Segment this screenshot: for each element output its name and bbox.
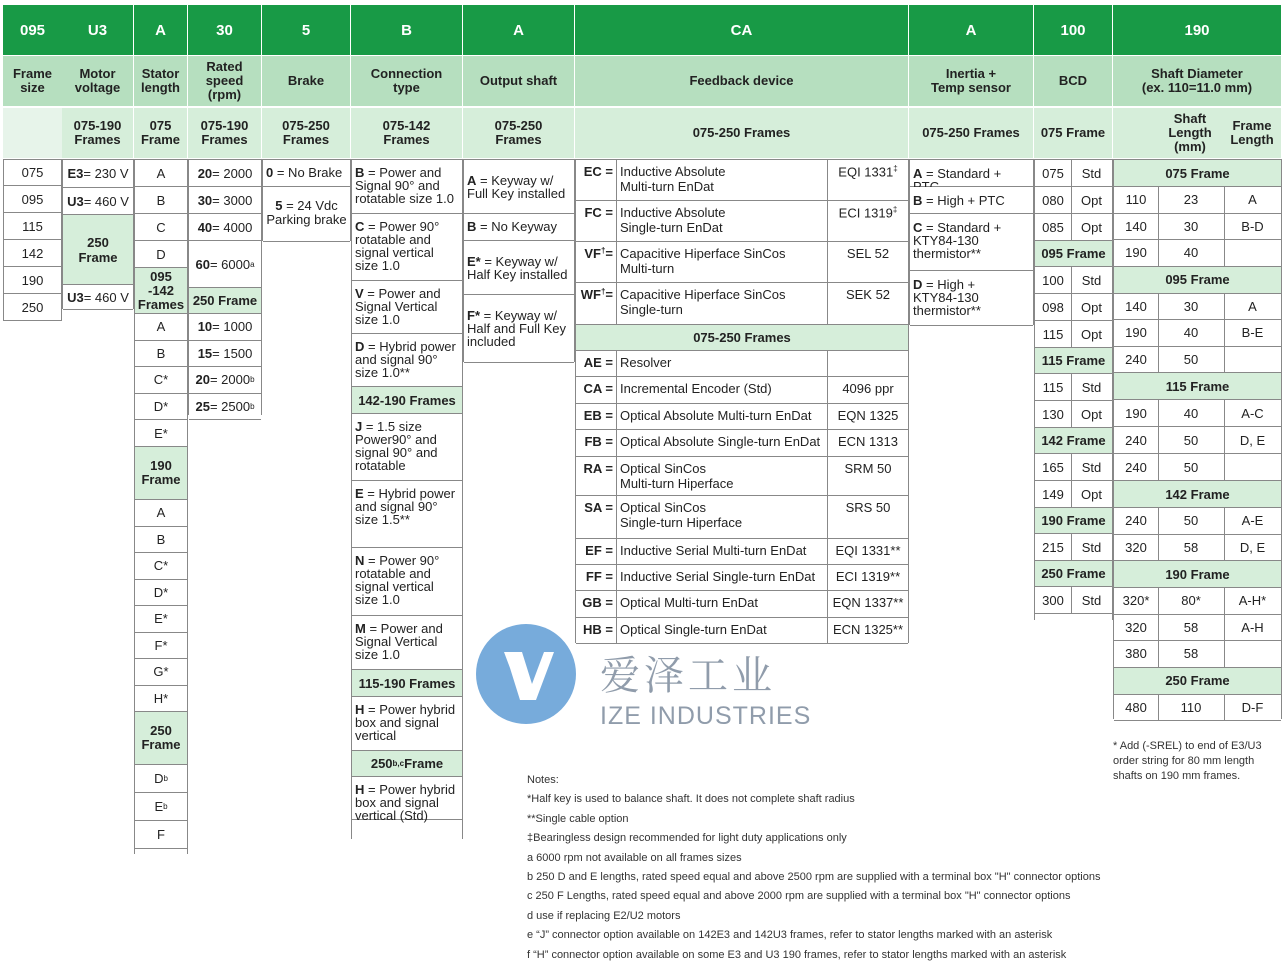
inertia-option: B = High + PTC bbox=[910, 187, 1033, 214]
frame-length-value: D, E bbox=[1239, 432, 1266, 448]
stator-length-cell: E* bbox=[135, 420, 187, 447]
shaft-diameter-value: 320 bbox=[1114, 535, 1159, 561]
speed-cell: 15 = 1500 bbox=[189, 341, 261, 368]
stator-length-cell: E b bbox=[135, 793, 187, 821]
frame-size-cell: 095 bbox=[4, 186, 61, 213]
shaft-length-value: 50 bbox=[1158, 454, 1225, 480]
stator-length-cell: C* bbox=[135, 553, 187, 580]
feedback-description: Optical SinCos Single-turn Hiperface bbox=[617, 496, 828, 538]
shaft-F: F* = Keyway w/ Half and Full Key included bbox=[464, 295, 574, 363]
side-note: * Add (-SREL) to end of E3/U3 order string for 80 mm length shafts on 190 mm frames. bbox=[1113, 740, 1262, 782]
shaft-diameter-value: 480 bbox=[1114, 695, 1159, 721]
bcd-value: 215 bbox=[1035, 534, 1072, 560]
shaft-length-value: 50 bbox=[1158, 508, 1225, 534]
inertia-option: D = High + KTY84-130 thermistor** bbox=[910, 271, 1033, 326]
feedback-model: EQN 1337** bbox=[832, 595, 904, 610]
bcd-frame-142: 142 Frame bbox=[1035, 428, 1112, 454]
header-code-1: U3 bbox=[62, 5, 133, 55]
shaft-frames-label: 075-250 Frames bbox=[463, 108, 574, 158]
shaft-diameter-value: 320* bbox=[1114, 588, 1159, 614]
voltage-frames-label: 075-190 Frames bbox=[62, 108, 133, 158]
bcd-value: 165 bbox=[1035, 454, 1072, 480]
feedback-row bbox=[576, 565, 908, 591]
bcd-row bbox=[1035, 374, 1112, 401]
note-line: c 250 F Lengths, rated speed equal and above 2000 rpm are supplied with a terminal box "H" connector options bbox=[527, 890, 1071, 903]
feedback-code: FC = bbox=[576, 201, 617, 241]
header-title-8: Inertia + Temp sensor bbox=[909, 56, 1033, 106]
feedback-description: Inductive Absolute Multi-turn EnDat bbox=[617, 160, 828, 200]
shaft-row bbox=[1114, 187, 1281, 214]
feedback-description: Incremental Encoder (Std) bbox=[617, 377, 828, 403]
shaft-frame-115: 115 Frame bbox=[1114, 373, 1281, 400]
shaft-A: A = Keyway w/ Full Key installed bbox=[464, 160, 574, 214]
inertia-option: C = Standard + KTY84-130 thermistor** bbox=[910, 214, 1033, 271]
frame-length-value: A-H* bbox=[1238, 593, 1267, 609]
shaft-frame-250: 250 Frame bbox=[1114, 668, 1281, 695]
feedback-code: AE = bbox=[576, 351, 617, 376]
speed-cell: 20 = 2000 b bbox=[189, 367, 261, 394]
bcd-row bbox=[1035, 214, 1112, 241]
connection-column bbox=[351, 159, 463, 839]
bcd-value: 115 bbox=[1035, 321, 1072, 347]
bcd-row bbox=[1035, 534, 1112, 561]
shaft-diameter-column bbox=[1113, 159, 1282, 719]
header-code-8: A bbox=[909, 5, 1033, 55]
stator-length-cell: D* bbox=[135, 580, 187, 607]
feedback-code: HB = bbox=[576, 618, 617, 643]
bcd-value: 149 bbox=[1035, 481, 1072, 507]
shaft-length-value: 30 bbox=[1158, 294, 1225, 320]
feedback-description: Optical Multi-turn EnDat bbox=[617, 591, 828, 617]
bcd-row bbox=[1035, 454, 1112, 481]
feedback-model: SEL 52 bbox=[846, 246, 890, 261]
stator-column bbox=[134, 159, 188, 854]
shaft-row bbox=[1114, 214, 1281, 241]
shaft-diameter-value: 140 bbox=[1114, 294, 1159, 320]
note-line: **Single cable option bbox=[527, 812, 629, 825]
bcd-type: Std bbox=[1081, 379, 1102, 395]
bcd-type: Std bbox=[1081, 592, 1102, 608]
header-code-4: 5 bbox=[262, 5, 350, 55]
connection-frames-142-190: 142-190 Frames bbox=[352, 387, 462, 414]
connection-M: M = Power and Signal Vertical size 1.0 bbox=[352, 616, 462, 670]
header-title-3: Rated speed (rpm) bbox=[188, 56, 261, 106]
stator-frame-250: 250 Frame bbox=[135, 712, 187, 765]
output-shaft-column bbox=[463, 159, 575, 362]
bcd-frame-115: 115 Frame bbox=[1035, 348, 1112, 374]
frame-band-empty bbox=[3, 108, 62, 158]
brake-frames-label: 075-250 Frames bbox=[262, 108, 350, 158]
shaft-E: E* = Keyway w/ Half Key installed bbox=[464, 241, 574, 295]
shaft-length-label: Shaft Length (mm) bbox=[1157, 108, 1223, 158]
feedback-description: Inductive Serial Multi-turn EnDat bbox=[617, 539, 828, 564]
stator-length-cell: D b bbox=[135, 765, 187, 793]
shaft-length-value: 40 bbox=[1158, 240, 1225, 266]
frame-length-value: B-D bbox=[1241, 218, 1264, 234]
stator-length-cell: D bbox=[135, 241, 187, 268]
bcd-type: Std bbox=[1081, 459, 1102, 475]
bcd-value: 075 bbox=[1035, 160, 1072, 186]
feedback-code: EF = bbox=[576, 539, 617, 564]
shaft-diameter-value: 190 bbox=[1114, 320, 1159, 346]
connection-frames-label: 075-142 Frames bbox=[351, 108, 462, 158]
frame-size-column bbox=[3, 159, 62, 321]
shaft-length-value: 40 bbox=[1158, 400, 1225, 426]
stator-length-cell: B bbox=[135, 187, 187, 214]
note-line: e “J” connector option available on 142E3 and 142U3 frames, refer to stator lengths marked with an asterisk bbox=[527, 929, 1053, 942]
feedback-description: Resolver bbox=[617, 351, 828, 376]
header-title-2: Stator length bbox=[134, 56, 187, 106]
bcd-row bbox=[1035, 294, 1112, 321]
stator-frame-190: 190 Frame bbox=[135, 447, 187, 500]
feedback-model: ECN 1325** bbox=[832, 622, 904, 637]
shaft-row bbox=[1114, 427, 1281, 454]
brake-column bbox=[262, 159, 351, 241]
shaft-row bbox=[1114, 615, 1281, 642]
feedback-code: GB = bbox=[576, 591, 617, 617]
feedback-code: WF † = bbox=[576, 283, 617, 324]
shaft-length-value: 58 bbox=[1158, 615, 1225, 641]
feedback-code: FB = bbox=[576, 430, 617, 456]
watermark-chinese: 爱泽工业 bbox=[600, 653, 776, 699]
bcd-row bbox=[1035, 267, 1112, 294]
feedback-model: EQI 1331‡ bbox=[838, 164, 898, 180]
bcd-type: Std bbox=[1081, 165, 1102, 181]
feedback-row bbox=[576, 457, 908, 496]
feedback-description: Optical SinCos Multi-turn Hiperface bbox=[617, 457, 828, 495]
frame-length-value: A-H bbox=[1241, 619, 1264, 635]
feedback-code: FF = bbox=[576, 565, 617, 590]
frame-length-value bbox=[1224, 347, 1281, 373]
feedback-description: Capacitive Hiperface SinCos Single-turn bbox=[617, 283, 828, 324]
voltage-u3: U3 = 460 V bbox=[63, 188, 133, 215]
header-code-0: 095 bbox=[3, 5, 62, 55]
inertia-option: A = Standard + bbox=[910, 160, 1033, 187]
shaft-diameter-value: 320 bbox=[1114, 615, 1159, 641]
frame-size-cell: 075 bbox=[4, 160, 61, 186]
shaft-row bbox=[1114, 294, 1281, 321]
shaft-length-value: 30 bbox=[1158, 214, 1225, 240]
feedback-model: EQN 1325 bbox=[837, 408, 899, 423]
bcd-value: 100 bbox=[1035, 267, 1072, 293]
stator-length-cell: C* bbox=[135, 367, 187, 394]
feedback-model: ECI 1319‡ bbox=[838, 205, 898, 221]
header-code-6: A bbox=[463, 5, 574, 55]
shaft-B: B = No Keyway bbox=[464, 214, 574, 241]
stator-length-cell: D* bbox=[135, 394, 187, 421]
frame-size-cell: 190 bbox=[4, 267, 61, 294]
speed-column bbox=[188, 159, 262, 415]
header-code-7: CA bbox=[575, 5, 908, 55]
shaft-diameter-value: 380 bbox=[1114, 641, 1159, 667]
feedback-row bbox=[576, 377, 908, 404]
speed-cell: 25 = 2500 b bbox=[189, 394, 261, 421]
bcd-type: Opt bbox=[1081, 406, 1102, 422]
shaft-frame-095: 095 Frame bbox=[1114, 267, 1281, 294]
shaft-diameter-value: 240 bbox=[1114, 508, 1159, 534]
feedback-row bbox=[576, 430, 908, 457]
note-line: b 250 D and E lengths, rated speed equal and above 2500 rpm are supplied with a terminal box "H" connector options bbox=[527, 870, 1101, 883]
feedback-model: SEK 52 bbox=[845, 287, 891, 302]
frame-length-value: D, E bbox=[1239, 539, 1266, 555]
speed-cell: 30 = 3000 bbox=[189, 187, 261, 214]
feedback-row bbox=[576, 539, 908, 565]
feedback-frames-label: 075-250 Frames bbox=[575, 108, 908, 158]
feedback-code: EB = bbox=[576, 404, 617, 429]
brake-0: 0 = No Brake bbox=[263, 160, 350, 187]
feedback-row bbox=[576, 201, 908, 242]
feedback-row bbox=[576, 496, 908, 539]
frame-length-value: B-E bbox=[1241, 325, 1264, 341]
feedback-description: Capacitive Hiperface SinCos Multi-turn bbox=[617, 242, 828, 282]
header-code-3: 30 bbox=[188, 5, 261, 55]
stator-length-cell: E* bbox=[135, 606, 187, 633]
feedback-row bbox=[576, 242, 908, 283]
stator-length-cell: C bbox=[135, 214, 187, 241]
shaft-row bbox=[1114, 347, 1281, 374]
bcd-value: 085 bbox=[1035, 214, 1072, 240]
voltage-u3-250: U3 = 460 V bbox=[63, 285, 133, 310]
feedback-model: SRM 50 bbox=[844, 461, 892, 476]
stator-length-cell: A bbox=[135, 160, 187, 187]
feedback-code: RA = bbox=[576, 457, 617, 495]
feedback-description: Inductive Absolute Single-turn EnDat bbox=[617, 201, 828, 241]
note-line: ‡Bearingless design recommended for light duty applications only bbox=[527, 832, 847, 845]
shaft-row bbox=[1114, 454, 1281, 481]
speed-frames-label: 075-190 Frames bbox=[188, 108, 261, 158]
header-code-10: 190 bbox=[1113, 5, 1281, 55]
bcd-row bbox=[1035, 187, 1112, 214]
shaft-row bbox=[1114, 240, 1281, 267]
header-title-4: Brake bbox=[262, 56, 350, 106]
note-line: *Half key is used to balance shaft. It does not complete shaft radius bbox=[527, 793, 855, 806]
inertia-column bbox=[909, 159, 1034, 325]
shaft-row bbox=[1114, 535, 1281, 562]
bcd-row bbox=[1035, 587, 1112, 614]
bcd-value: 130 bbox=[1035, 401, 1072, 427]
bcd-column bbox=[1034, 159, 1113, 620]
feedback-column bbox=[575, 159, 909, 643]
feedback-code: SA = bbox=[576, 496, 617, 538]
shaft-frame-075: 075 Frame bbox=[1114, 160, 1281, 187]
bcd-value: 080 bbox=[1035, 187, 1072, 213]
feedback-description: Optical Absolute Multi-turn EnDat bbox=[617, 404, 828, 429]
shaft-frame-190: 190 Frame bbox=[1114, 561, 1281, 588]
shaft-row bbox=[1114, 588, 1281, 615]
feedback-model: EQI 1331** bbox=[835, 543, 901, 558]
stator-length-cell: H* bbox=[135, 686, 187, 713]
frame-length-value: D-F bbox=[1241, 699, 1264, 715]
shaft-length-value: 58 bbox=[1158, 535, 1225, 561]
note-line: f “H” connector option available on some E3 and U3 190 frames, refer to stator lengths marked with an asterisk bbox=[527, 948, 1067, 961]
stator-length-cell: F bbox=[135, 821, 187, 849]
speed-cell: 10 = 1000 bbox=[189, 314, 261, 341]
feedback-code: EC = bbox=[576, 160, 617, 200]
bcd-frame-250: 250 Frame bbox=[1035, 561, 1112, 587]
connection-frames-115-190: 115-190 Frames bbox=[352, 670, 462, 697]
shaft-length-value: 80* bbox=[1158, 588, 1225, 614]
header-title-1: Motor voltage bbox=[62, 56, 133, 106]
bcd-type: Opt bbox=[1081, 299, 1102, 315]
speed-frame-250: 250 Frame bbox=[189, 288, 261, 314]
shaft-row bbox=[1114, 320, 1281, 347]
shaft-diameter-value: 110 bbox=[1114, 187, 1159, 213]
connection-frame-250: 250 b,c Frame bbox=[352, 751, 462, 777]
frame-size-cell: 250 bbox=[4, 294, 61, 321]
speed-cell: 40 = 4000 bbox=[189, 214, 261, 241]
shaft-diameter-value: 190 bbox=[1114, 240, 1159, 266]
brake-5: 5 = 24 Vdc Parking brake bbox=[263, 187, 350, 242]
bcd-type: Opt bbox=[1081, 192, 1102, 208]
shaft-row bbox=[1114, 641, 1281, 668]
ize-logo-icon bbox=[474, 622, 578, 726]
stator-length-cell: A bbox=[135, 314, 187, 341]
header-title-7: Feedback device bbox=[575, 56, 908, 106]
frame-size-cell: 115 bbox=[4, 213, 61, 240]
feedback-row bbox=[576, 283, 908, 325]
frame-length-label: Frame Length bbox=[1223, 108, 1281, 158]
connection-C: C = Power 90° rotatable and signal vertical size 1.0 bbox=[352, 214, 462, 281]
bcd-value: 098 bbox=[1035, 294, 1072, 320]
bcd-type: Opt bbox=[1081, 486, 1102, 502]
connection-N: N = Power 90° rotatable and signal vertical size 1.0 bbox=[352, 548, 462, 616]
header-title-9: BCD bbox=[1034, 56, 1112, 106]
header-code-2: A bbox=[134, 5, 187, 55]
speed-cell: 60 = 6000 a bbox=[189, 241, 261, 288]
frame-size-cell: 142 bbox=[4, 240, 61, 267]
feedback-model: ECI 1319** bbox=[835, 569, 901, 584]
shaft-frame-142: 142 Frame bbox=[1114, 481, 1281, 508]
bcd-type: Opt bbox=[1081, 219, 1102, 235]
feedback-model: 4096 ppr bbox=[842, 381, 894, 396]
shaft-length-value: 23 bbox=[1158, 187, 1225, 213]
stator-length-cell: F* bbox=[135, 633, 187, 660]
frame-length-value bbox=[1224, 240, 1281, 266]
shaft-length-value: 40 bbox=[1158, 320, 1225, 346]
frame-length-value: A-C bbox=[1241, 405, 1264, 421]
shaft-diameter-value: 190 bbox=[1114, 400, 1159, 426]
shaft-row bbox=[1114, 400, 1281, 427]
notes-block bbox=[527, 773, 1100, 967]
bcd-row bbox=[1035, 160, 1112, 187]
voltage-e3: E3 = 230 V bbox=[63, 160, 133, 188]
frame-length-value: A bbox=[1248, 192, 1257, 208]
bcd-frame-label: 075 Frame bbox=[1034, 108, 1112, 158]
connection-V: V = Power and Signal Vertical size 1.0 bbox=[352, 281, 462, 334]
note-line: Notes: bbox=[527, 774, 559, 786]
bcd-type: Std bbox=[1081, 272, 1102, 288]
connection-H-250: H = Power hybrid box and signal vertical (Std) bbox=[352, 777, 462, 820]
frame-length-value bbox=[1224, 454, 1281, 480]
bcd-value: 115 bbox=[1035, 374, 1072, 400]
stator-length-cell: A bbox=[135, 500, 187, 527]
header-code-5: B bbox=[351, 5, 462, 55]
connection-D: D = Hybrid power and signal 90° size 1.0** bbox=[352, 334, 462, 387]
shaft-length-value: 50 bbox=[1158, 427, 1225, 453]
header-title-5: Connection type bbox=[351, 56, 462, 106]
shaft-diameter-value: 240 bbox=[1114, 427, 1159, 453]
header-title-0: Frame size bbox=[3, 56, 62, 106]
stator-length-cell: G* bbox=[135, 659, 187, 686]
header-title-6: Output shaft bbox=[463, 56, 574, 106]
shaft-row bbox=[1114, 695, 1281, 722]
bcd-frame-190: 190 Frame bbox=[1035, 508, 1112, 534]
stator-frame-095-142: 095 -142 Frames bbox=[135, 268, 187, 314]
stator-length-cell: B bbox=[135, 527, 187, 554]
stator-length-cell: B bbox=[135, 341, 187, 368]
shaft-diam-band-empty bbox=[1113, 108, 1157, 158]
shaft-length-value: 110 bbox=[1158, 695, 1225, 721]
voltage-frame-250: 250 Frame bbox=[63, 215, 133, 285]
note-line: d use if replacing E2/U2 motors bbox=[527, 909, 681, 922]
connection-H: H = Power hybrid box and signal vertical bbox=[352, 697, 462, 751]
shaft-diameter-value: 240 bbox=[1114, 454, 1159, 480]
feedback-row bbox=[576, 351, 908, 377]
header-code-9: 100 bbox=[1034, 5, 1112, 55]
bcd-type: Std bbox=[1081, 539, 1102, 555]
inertia-frames-label: 075-250 Frames bbox=[909, 108, 1033, 158]
bcd-row bbox=[1035, 481, 1112, 508]
feedback-row bbox=[576, 404, 908, 430]
feedback-description: Optical Absolute Single-turn EnDat bbox=[617, 430, 828, 456]
bcd-row bbox=[1035, 401, 1112, 428]
shaft-diameter-value: 240 bbox=[1114, 347, 1159, 373]
frame-length-value bbox=[1224, 641, 1281, 667]
shaft-length-value: 58 bbox=[1158, 641, 1225, 667]
speed-cell: 20 = 2000 bbox=[189, 160, 261, 187]
bcd-value: 300 bbox=[1035, 587, 1072, 613]
feedback-model bbox=[828, 351, 908, 376]
bcd-type: Opt bbox=[1081, 326, 1102, 342]
shaft-row bbox=[1114, 508, 1281, 535]
bcd-frame-095: 095 Frame bbox=[1035, 241, 1112, 267]
frame-length-value: A-E bbox=[1241, 513, 1264, 529]
watermark-english: IZE INDUSTRIES bbox=[600, 702, 812, 730]
frame-length-value: A bbox=[1248, 298, 1257, 314]
watermark bbox=[474, 618, 814, 738]
feedback-code: VF † = bbox=[576, 242, 617, 282]
feedback-frames-075-250: 075-250 Frames bbox=[576, 325, 908, 351]
feedback-model: SRS 50 bbox=[845, 500, 891, 515]
feedback-code: CA = bbox=[576, 377, 617, 403]
connection-E: E = Hybrid power and signal 90° size 1.5** bbox=[352, 481, 462, 548]
stator-frame-label: 075 Frame bbox=[134, 108, 187, 158]
bcd-row bbox=[1035, 321, 1112, 348]
feedback-description: Optical Single-turn EnDat bbox=[617, 618, 828, 643]
header-title-10: Shaft Diameter (ex. 110=11.0 mm) bbox=[1113, 56, 1281, 106]
connection-B: B = Power and Signal 90° and rotatable size 1.0 bbox=[352, 160, 462, 214]
feedback-model: ECN 1313 bbox=[838, 434, 898, 449]
note-line: a 6000 rpm not available on all frames sizes bbox=[527, 851, 742, 864]
feedback-row bbox=[576, 160, 908, 201]
connection-J: J = 1.5 size Power90° and signal 90° and rotatable bbox=[352, 414, 462, 481]
feedback-row bbox=[576, 591, 908, 618]
shaft-length-value: 50 bbox=[1158, 347, 1225, 373]
shaft-diameter-value: 140 bbox=[1114, 214, 1159, 240]
voltage-column bbox=[62, 159, 134, 309]
feedback-description: Inductive Serial Single-turn EnDat bbox=[617, 565, 828, 590]
